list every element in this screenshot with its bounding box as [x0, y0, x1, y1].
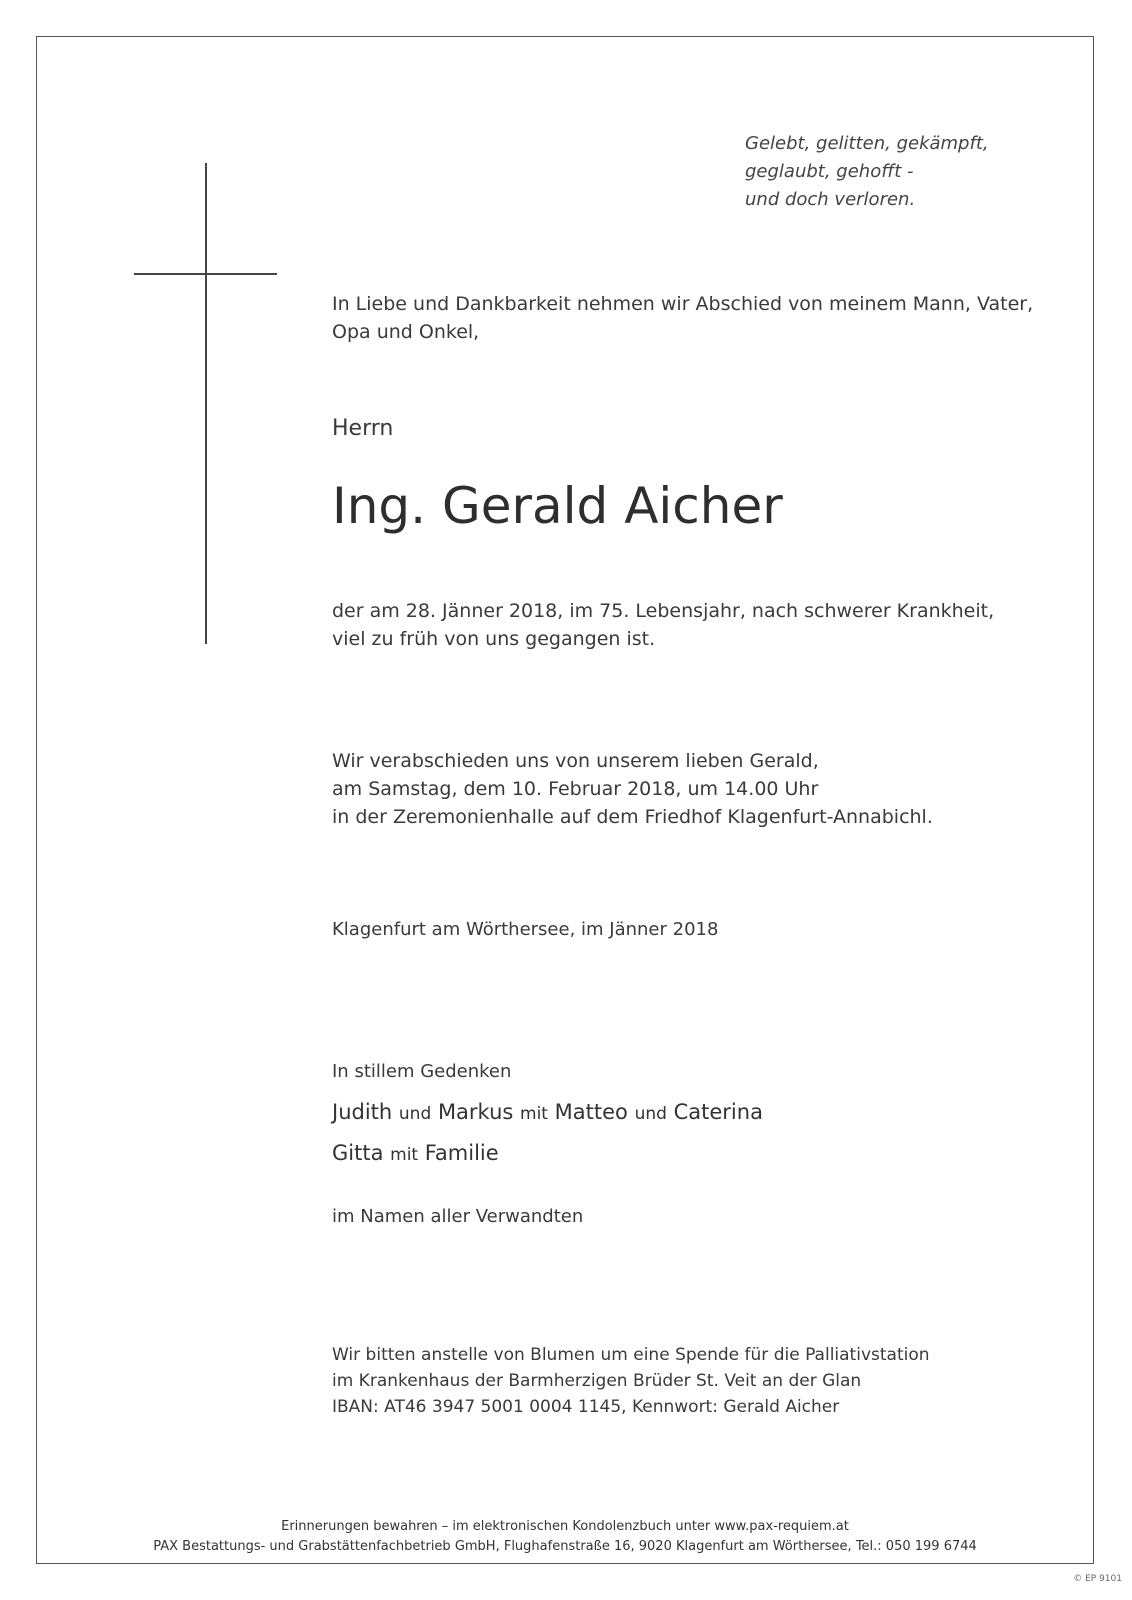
- farewell-line: am Samstag, dem 10. Februar 2018, um 14.00 Uhr: [332, 778, 819, 800]
- mourners-row: [332, 1138, 499, 1170]
- donation-request: [332, 1342, 930, 1420]
- quote-line: und doch verloren.: [745, 189, 916, 210]
- footer-company: PAX Bestattungs- und Grabstättenfachbetrieb GmbH, Flughafenstraße 16, 9020 Klagenfurt am Wörthersee, Tel.: 050 199 6744: [153, 1539, 977, 1554]
- death-line: viel zu früh von uns gegangen ist.: [332, 628, 656, 650]
- deceased-name: Ing. Gerald Aicher: [332, 477, 783, 535]
- salutation: Herrn: [332, 416, 394, 441]
- mourner-name: Caterina: [673, 1100, 763, 1124]
- farewell-info: [332, 747, 933, 831]
- death-notice: [332, 597, 994, 653]
- connector: und: [398, 1104, 432, 1124]
- mourner-name: Familie: [424, 1141, 499, 1165]
- donation-line: im Krankenhaus der Barmherzigen Brüder St. Veit an der Glan: [332, 1371, 862, 1391]
- intro-line: In Liebe und Dankbarkeit nehmen wir Abschied von meinem Mann, Vater,: [332, 293, 1034, 315]
- farewell-line: in der Zeremonienhalle auf dem Friedhof Klagenfurt-Annabichl.: [332, 806, 933, 828]
- place-date: Klagenfurt am Wörthersee, im Jänner 2018: [332, 919, 719, 940]
- mourner-name: Matteo: [554, 1100, 628, 1124]
- mourner-name: Markus: [437, 1100, 514, 1124]
- donation-line: IBAN: AT46 3947 5001 0004 1145, Kennwort: Gerald Aicher: [332, 1397, 840, 1417]
- quote-line: Gelebt, gelitten, gekämpft,: [745, 133, 989, 154]
- mourner-name: Gitta: [332, 1141, 384, 1165]
- connector: mit: [520, 1104, 548, 1124]
- mourner-name: Judith: [332, 1100, 393, 1124]
- connector: und: [634, 1104, 667, 1124]
- donation-line: Wir bitten anstelle von Blumen um eine Spende für die Palliativstation: [332, 1345, 930, 1365]
- print-code: © EP 9101: [1073, 1574, 1122, 1584]
- quote: [745, 130, 989, 214]
- cross-icon-horizontal: [134, 273, 277, 275]
- intro: [332, 290, 1033, 346]
- cross-icon-vertical: [205, 163, 207, 644]
- connector: mit: [390, 1145, 419, 1165]
- death-line: der am 28. Jänner 2018, im 75. Lebensjahr, nach schwerer Krankheit,: [332, 600, 995, 622]
- mourners-heading: In stillem Gedenken: [332, 1061, 512, 1082]
- footer-condolence: Erinnerungen bewahren – im elektronischen Kondolenzbuch unter www.pax-requiem.at: [281, 1519, 849, 1534]
- relatives-note: im Namen aller Verwandten: [332, 1206, 584, 1227]
- mourners-row: [332, 1097, 763, 1129]
- quote-line: geglaubt, gehofft -: [745, 161, 914, 182]
- intro-line: Opa und Onkel,: [332, 321, 480, 343]
- farewell-line: Wir verabschieden uns von unserem lieben Gerald,: [332, 750, 819, 772]
